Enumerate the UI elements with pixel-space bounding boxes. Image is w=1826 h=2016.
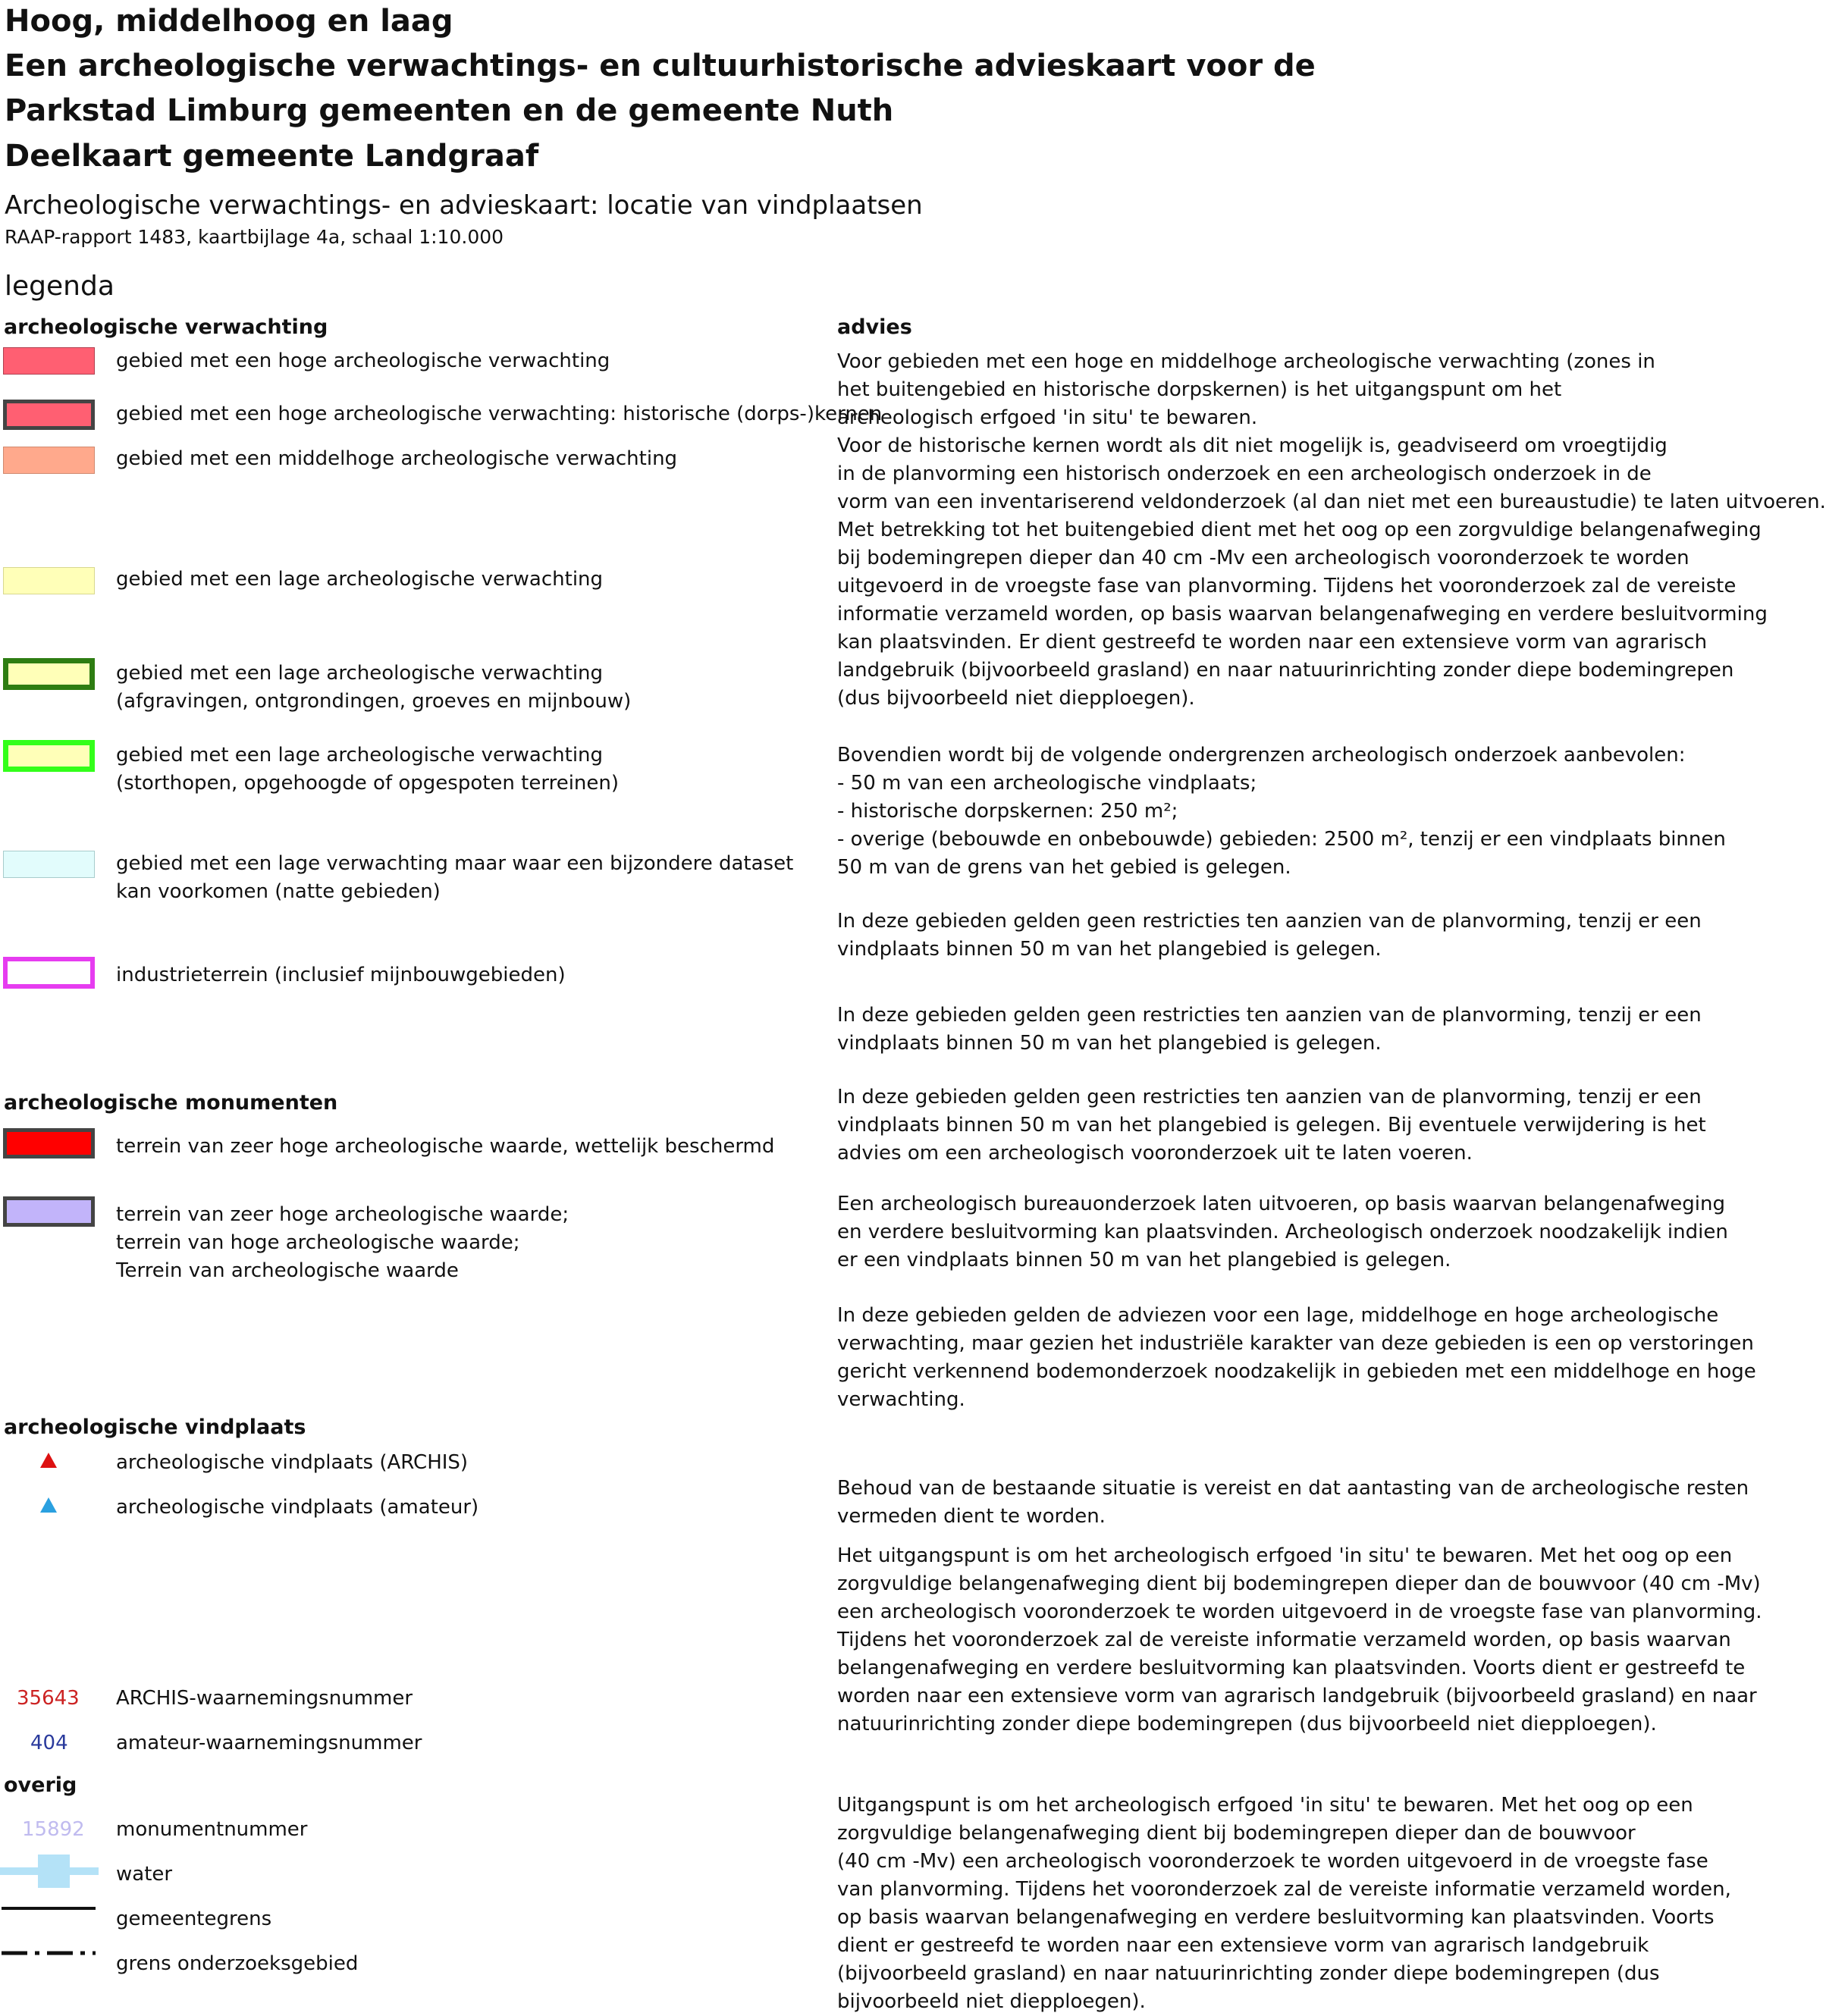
label-hoog-kernen: gebied met een hoge archeologische verwachting: historische (dorps-)kernen: [116, 403, 883, 425]
swatch-industrie: [3, 957, 95, 989]
swatch-hoog: [3, 347, 95, 375]
swatch-monument-overig: [3, 1196, 95, 1227]
label-industrie: industrieterrein (inclusief mijnbouwgebieden): [116, 964, 566, 986]
advice-afgravingen: In deze gebieden gelden geen restricties ten aanzien van de planvorming, tenzij er een vindplaats binnen 50 m van het plangebied is gelegen.: [837, 1004, 1702, 1055]
title-line-1: Hoog, middelhoog en laag: [5, 4, 453, 39]
advice-hoog-middelhoog: Voor gebieden met een hoge en middelhoge archeologische verwachting (zones in het buitengebied en historische dorpskernen) is het uitgangspunt om het archeologisch erfgoed 'in situ' te bewaren. Voor de historische kernen wordt als dit niet mogelijk is, geadviseerd om vroegtijdig in de planvorming een historisch onderzoek en een archeologisch onderzoek in de vorm van een inventariserend veldonderzoek (al dan niet met een bureaustudie) te laten uitvoeren. Met betrekking tot het buitengebied dient met het oog op een zorgvuldige belangenafweging bij bodemingrepen dieper dan 40 cm -Mv een archeologisch vooronderzoek te worden uitgevoerd in de vroegste fase van planvorming. Tijdens het vooronderzoek zal de vereiste informatie verzameld worden, op basis waarvan belangenafweging en verdere besluitvorming kan plaatsvinden. Er dient gestreefd te worden naar een extensieve vorm van agrarisch landgebruik (bijvoorbeeld grasland) en naar natuurinrichting zonder diepe bodemingrepen (dus bijvoorbeeld niet diepploegen).: [837, 350, 1826, 710]
advice-monument-overig: Het uitgangspunt is om het archeologisch erfgoed 'in situ' te bewaren. Met het oog op een zorgvuldige belangenafweging dient bij bodemingrepen dieper dan de bouwvoor (40 cm -Mv) een archeologisch vooronderzoek te worden uitgevoerd in de vroegste fase van planvorming. Tijdens het vooronderzoek zal de vereiste informatie verzameld worden, op basis waarvan belangenafweging en verdere besluitvorming kan plaatsvinden. Voorts dient er gestreefd te worden naar een extensieve vorm van agrarisch landgebruik (bijvoorbeeld grasland) en naar natuurinrichting zonder diepe bodemingrepen (dus bijvoorbeeld niet diepploegen).: [837, 1544, 1762, 1735]
triangle-blue-icon: [39, 1497, 58, 1513]
amateur-number-sample: 404: [30, 1732, 68, 1754]
label-vindplaats-amateur: archeologische vindplaats (amateur): [116, 1496, 479, 1519]
advice-beschermd: Behoud van de bestaande situatie is vereist en dat aantasting van de archeologische resten vermeden dient te worden.: [837, 1477, 1749, 1528]
triangle-red-icon: [39, 1452, 58, 1469]
advice-laag: In deze gebieden gelden geen restricties ten aanzien van de planvorming, tenzij er een vindplaats binnen 50 m van het plangebied is gelegen.: [837, 910, 1702, 961]
monument-number-sample: 15892: [22, 1818, 85, 1841]
label-laag-nat: gebied met een lage verwachting maar waar een bijzondere dataset kan voorkomen (natte gebieden): [116, 852, 794, 903]
legend-heading: legenda: [5, 271, 115, 302]
section-archeologische-verwachting: archeologische verwachting: [4, 315, 328, 339]
label-vindplaats-archis: archeologische vindplaats (ARCHIS): [116, 1451, 469, 1474]
label-water: water: [116, 1863, 173, 1886]
label-hoog: gebied met een hoge archeologische verwachting: [116, 350, 610, 372]
swatch-laag-afgravingen: [3, 658, 95, 690]
label-gemeentegrens: gemeentegrens: [116, 1908, 272, 1930]
water-icon: [0, 1853, 99, 1889]
title-line-2: Een archeologische verwachtings- en cultuurhistorische advieskaart voor de: [5, 49, 1316, 83]
label-laag: gebied met een lage archeologische verwachting: [116, 568, 604, 591]
swatch-laag-nat: [3, 851, 95, 878]
swatch-monument-beschermd: [3, 1128, 95, 1158]
swatch-hoog-kernen: [3, 400, 95, 430]
advice-storthopen: In deze gebieden gelden geen restricties ten aanzien van de planvorming, tenzij er een vindplaats binnen 50 m van het plangebied is gelegen. Bij eventuele verwijdering is het advies om een archeologisch vooronderzoek uit te laten voeren.: [837, 1086, 1706, 1165]
grens-onderzoeksgebied-line-icon: [0, 1949, 99, 1957]
label-monumentnummer: monumentnummer: [116, 1818, 308, 1841]
advice-nat: Een archeologisch bureauonderzoek laten uitvoeren, op basis waarvan belangenafweging en verdere besluitvorming kan plaatsvinden. Archeologisch onderzoek noodzakelijk indien er een vindplaats binnen 50 m van het plangebied is gelegen.: [837, 1193, 1728, 1271]
label-laag-afgravingen: gebied met een lage archeologische verwachting (afgravingen, ontgrondingen, groeves en mijnbouw): [116, 662, 632, 713]
label-monument-overig: terrein van zeer hoge archeologische waarde; terrein van hoge archeologische waarde; Terrein van archeologische waarde: [116, 1203, 569, 1282]
map-subtitle: Archeologische verwachtings- en advieskaart: locatie van vindplaatsen: [5, 190, 923, 221]
swatch-laag-storthopen: [3, 740, 95, 772]
title-line-4: Deelkaart gemeente Landgraaf: [5, 139, 539, 174]
advice-ondergrenzen: Bovendien wordt bij de volgende ondergrenzen archeologisch onderzoek aanbevolen: - 50 m van een archeologische vindplaats; - historische dorpskernen: 250 m²; - overige (bebouwde en onbebouwde) gebieden: 2500 m², tenzij er een vindplaats binnen 50 m van de grens van het gebied is gelegen.: [837, 744, 1726, 879]
label-laag-storthopen: gebied met een lage archeologische verwachting (storthopen, opgehoogde of opgespoten terreinen): [116, 744, 620, 795]
archis-number-sample: 35643: [17, 1687, 80, 1710]
title-line-3: Parkstad Limburg gemeenten en de gemeente Nuth: [5, 93, 894, 128]
section-overig: overig: [4, 1773, 77, 1797]
report-reference: RAAP-rapport 1483, kaartbijlage 4a, schaal 1:10.000: [5, 226, 504, 248]
section-archeologische-vindplaats: archeologische vindplaats: [4, 1416, 306, 1439]
label-archis-nummer: ARCHIS-waarnemingsnummer: [116, 1687, 413, 1710]
label-monument-beschermd: terrein van zeer hoge archeologische waarde, wettelijk beschermd: [116, 1135, 775, 1158]
label-amateur-nummer: amateur-waarnemingsnummer: [116, 1732, 422, 1754]
label-grens-onderzoeksgebied: grens onderzoeksgebied: [116, 1952, 359, 1975]
section-archeologische-monumenten: archeologische monumenten: [4, 1091, 338, 1115]
gemeentegrens-line-icon: [0, 1905, 99, 1912]
label-middelhoog: gebied met een middelhoge archeologische verwachting: [116, 447, 678, 470]
section-advies: advies: [837, 315, 912, 339]
swatch-laag: [3, 567, 95, 594]
advice-vindplaats: Uitgangspunt is om het archeologisch erfgoed 'in situ' te bewaren. Met het oog op een zorgvuldige belangenafweging dient bij bodemingrepen dieper dan de bouwvoor (40 cm -Mv) een archeologisch vooronderzoek te worden uitgevoerd in de vroegste fase van planvorming. Tijdens het vooronderzoek zal de vereiste informatie verzameld worden, op basis waarvan belangenafweging en verdere besluitvorming kan plaatsvinden. Voorts dient er gestreefd te worden naar een extensieve vorm van agrarisch landgebruik (bijvoorbeeld grasland) en naar natuurinrichting zonder diepe bodemingrepen (dus bijvoorbeeld niet diepploegen).: [837, 1794, 1731, 2013]
advice-industrie: In deze gebieden gelden de adviezen voor een lage, middelhoge en hoge archeologische verwachting, maar gezien het industriële karakter van deze gebieden is een op verstoringen gericht verkennend bodemonderzoek noodzakelijk in gebieden met een middelhoge en hoge verwachting.: [837, 1304, 1756, 1411]
swatch-middelhoog: [3, 447, 95, 474]
